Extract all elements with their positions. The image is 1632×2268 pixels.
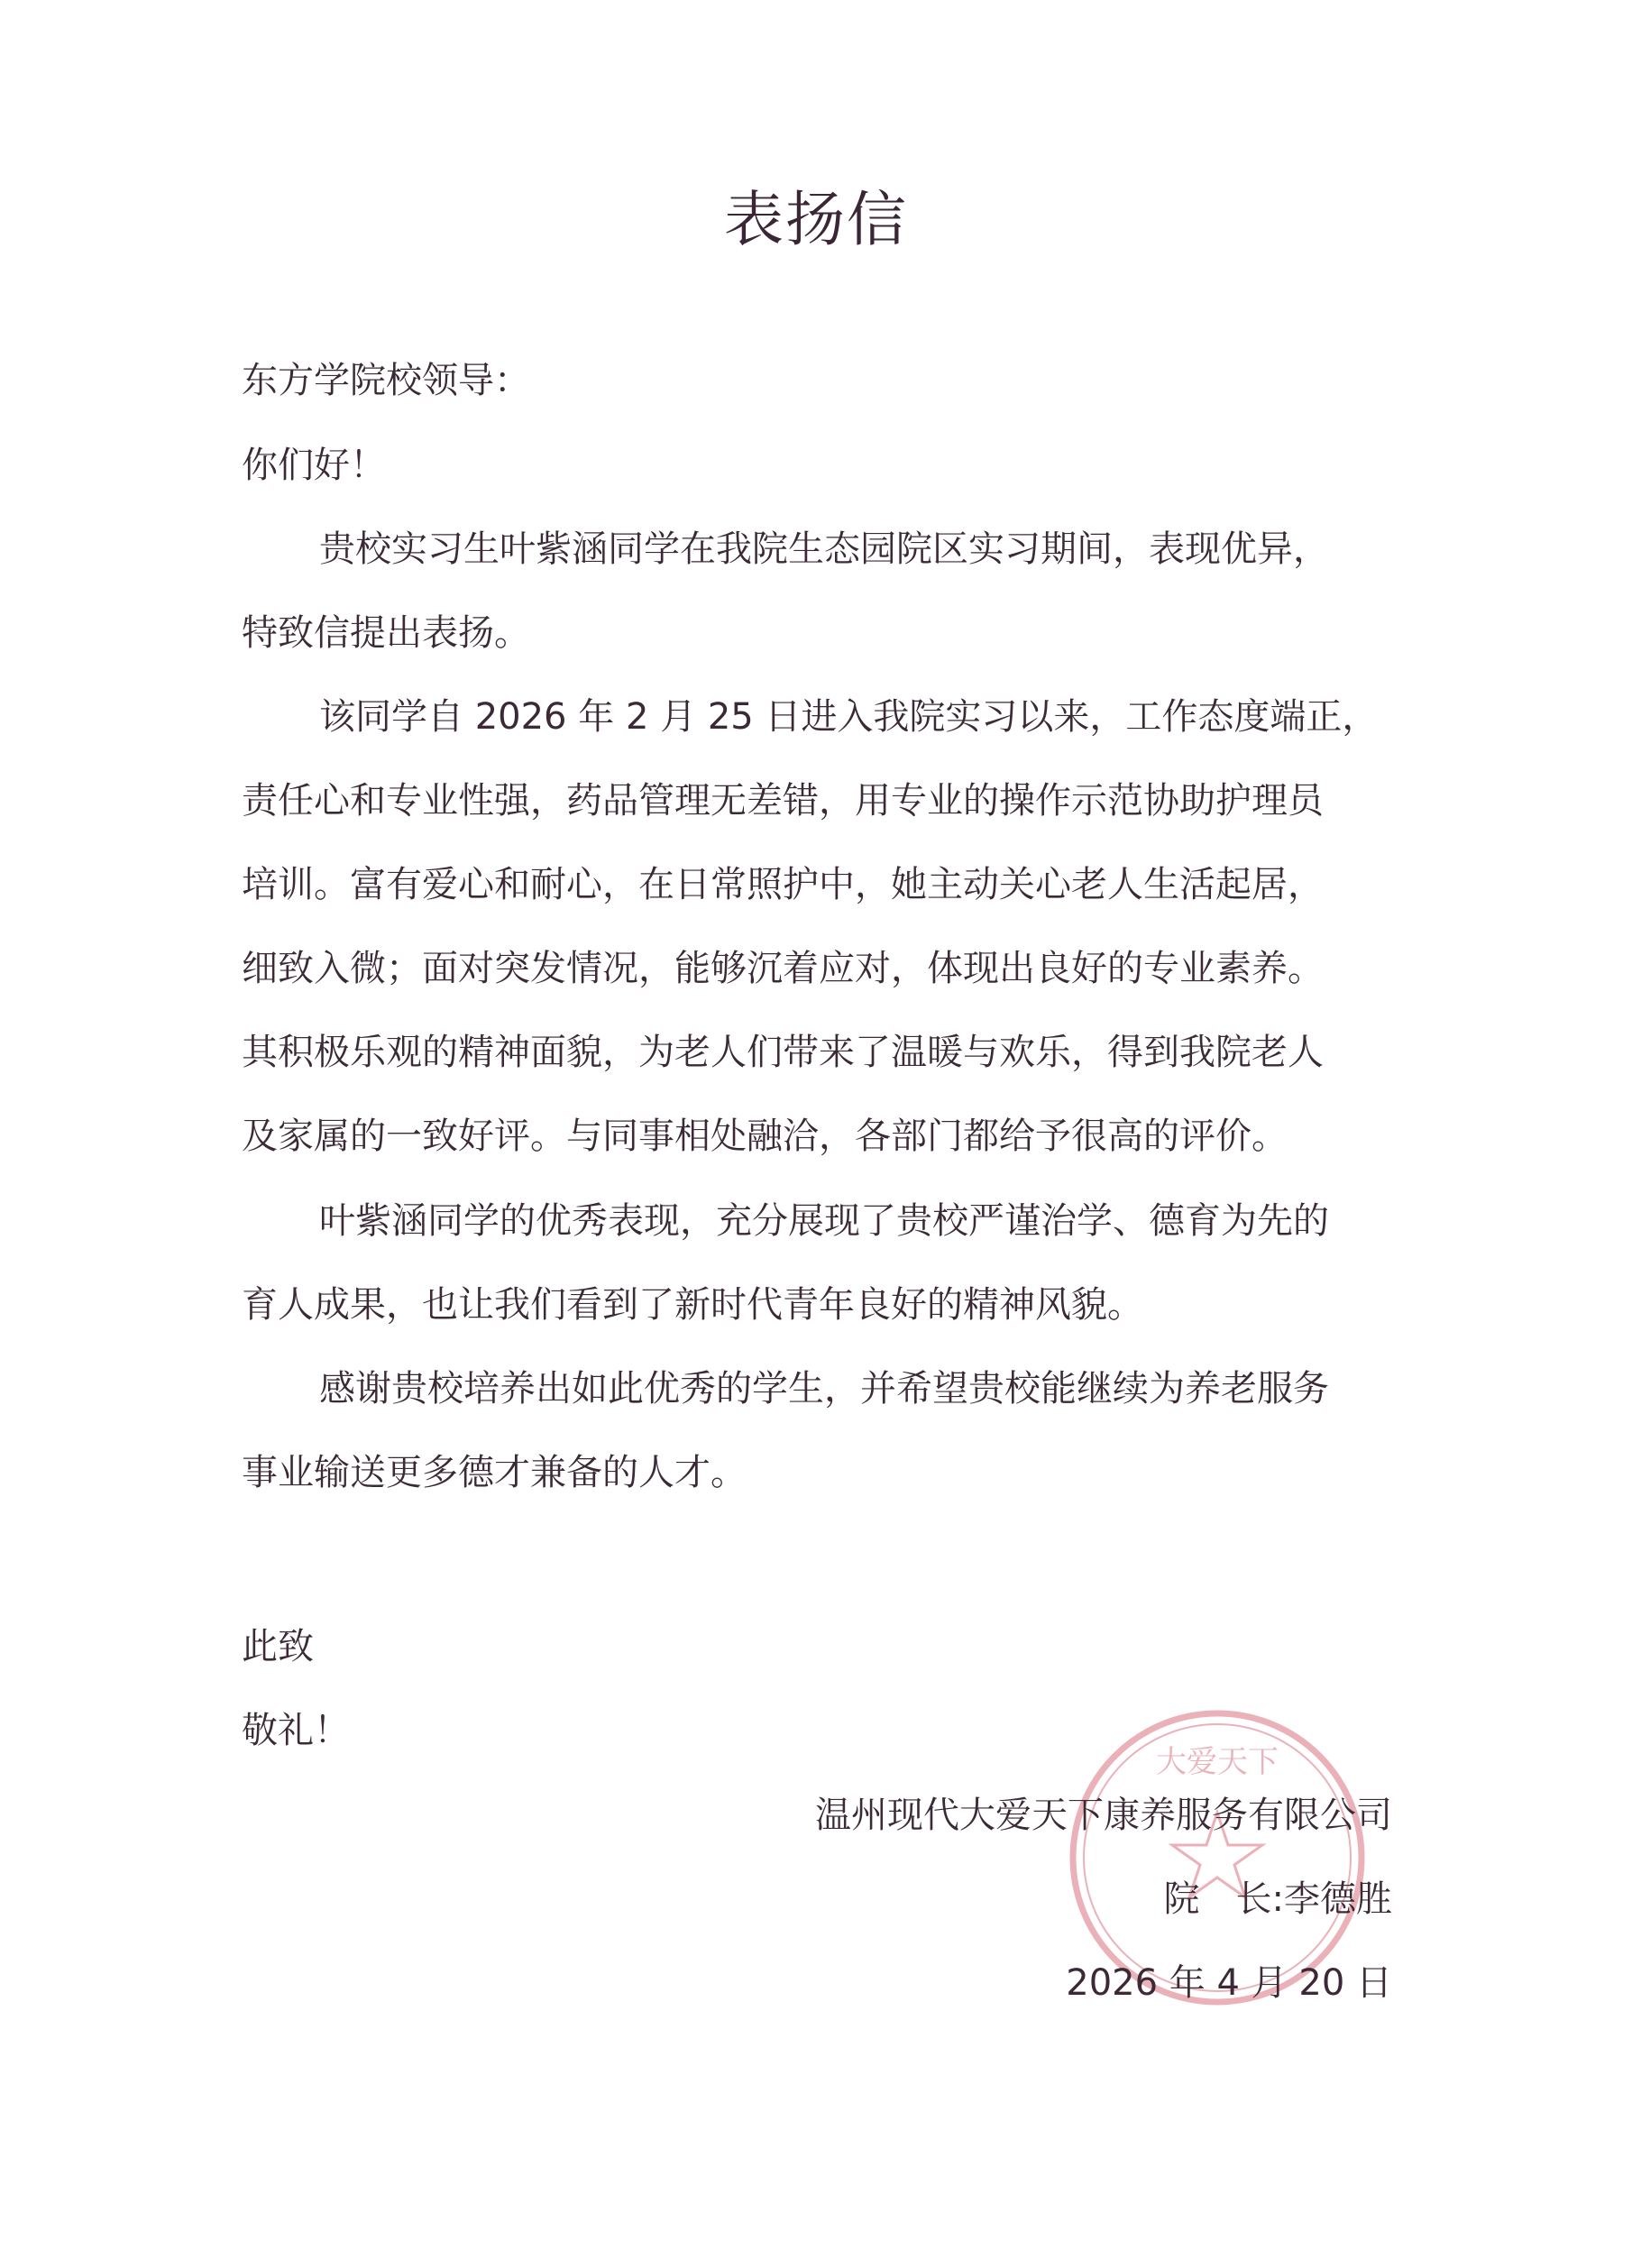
body-line: 该同学自 2026 年 2 月 25 日进入我院实习以来，工作态度端正， [319,696,1379,738]
body-line: 及家属的一致好评。与同事相处融洽，各部门都给予很高的评价。 [242,1116,1288,1157]
body-line: 责任心和专业性强，药品管理无差错，用专业的操作示范协助护理员 [242,780,1324,822]
letter-title: 表扬信 [724,185,908,254]
body-line: 培训。富有爱心和耐心，在日常照护中，她主动关心老人生活起居， [242,864,1324,905]
company-name: 温州现代大爱天下康养服务有限公司 [815,1795,1392,1836]
seal-text: 大爱天下 [1156,1744,1279,1780]
body-line: 细致入微；面对突发情况，能够沉着应对，体现出良好的专业素养。 [242,948,1324,989]
greeting: 你们好！ [242,445,386,486]
body-line: 贵校实习生叶紫涵同学在我院生态园院区实习期间，表现优异， [319,528,1329,570]
body-line: 事业输送更多德才兼备的人才。 [242,1452,747,1493]
body-line: 叶紫涵同学的优秀表现，充分展现了贵校严谨治学、德育为先的 [319,1200,1329,1242]
closing-line-2: 敬礼！ [242,1710,350,1751]
signatory: 院 长:李德胜 [1163,1878,1392,1920]
body-line: 感谢贵校培养出如此优秀的学生，并希望贵校能继续为养老服务 [319,1368,1329,1409]
body-line: 其积极乐观的精神面貌，为老人们带来了温暖与欢乐，得到我院老人 [242,1032,1324,1073]
body-line: 育人成果，也让我们看到了新时代青年良好的精神风貌。 [242,1284,1143,1326]
salutation: 东方学院校领导： [242,360,530,401]
letter-date: 2026 年 4 月 20 日 [1066,1962,1392,2004]
body-line: 特致信提出表扬。 [242,612,530,654]
closing-line-1: 此致 [242,1626,314,1667]
